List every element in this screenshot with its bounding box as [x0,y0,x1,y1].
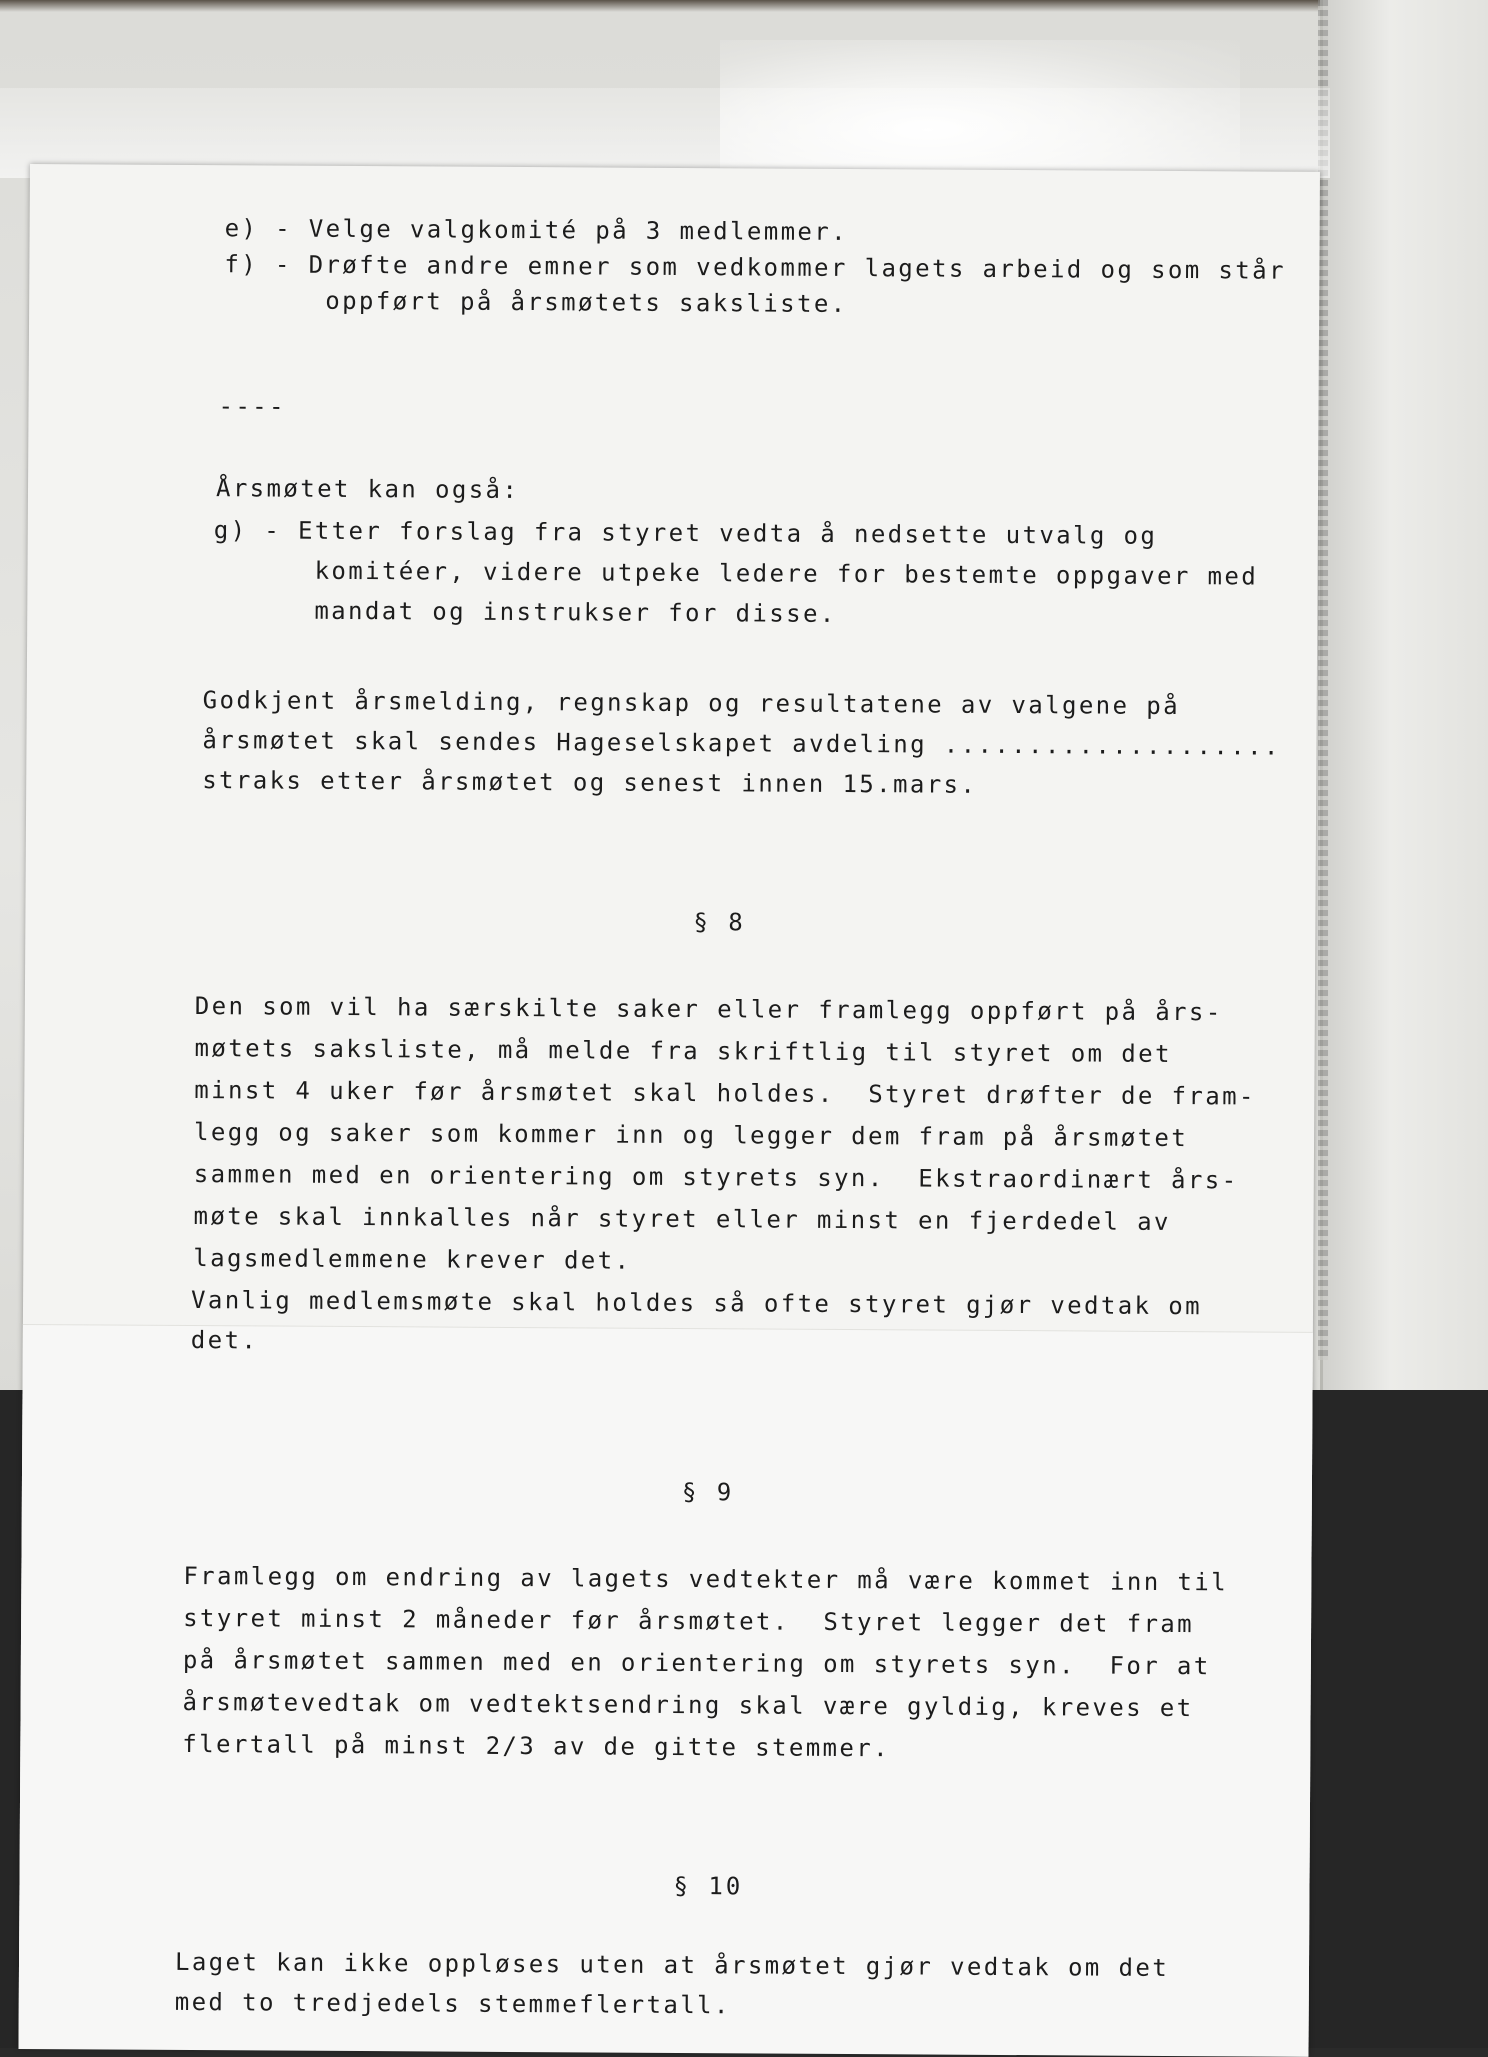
section-9-line: på årsmøtet sammen med en orientering om styrets syn. For at [182,1645,1211,1681]
section-10-line: Laget kan ikke oppløses uten at årsmøtet gjør vedtak om det [174,1947,1170,1982]
section-8-line: legg og saker som kommer inn og legger dem fram på årsmøtet [194,1118,1189,1153]
section-8-line: minst 4 uker før årsmøtet skal holdes. Styret drøfter de fram- [194,1076,1256,1111]
section-9-heading: § 9 [681,1478,735,1507]
binder-edge [1320,0,1488,1390]
section-8-line: lagsmedlemmene krever det. [193,1244,632,1275]
section-9-line: flertall på minst 2/3 av de gitte stemmer. [182,1729,891,1763]
list-item-f: f) - Drøfte andre emner som vedkommer lagets arbeid og som står [224,250,1286,285]
list-item-e: e) - Velge valgkomité på 3 medlemmer. [224,214,849,246]
section-8-line: møtets saksliste, må melde fra skriftlig til styret om det [194,1034,1172,1068]
approval-line: årsmøtet skal sendes Hageselskapet avdeling .................... [202,726,1281,761]
list-item-g-cont1: komitéer, videre utpeke ledere for bestemte oppgaver med [213,556,1259,591]
section-10-heading: § 10 [673,1871,744,1901]
section-8-heading: § 8 [693,908,746,937]
section-10-line: med to tredjedels stemmeflertall. [174,1987,731,2020]
list-item-g: g) - Etter forslag fra styret vedta å nedsette utvalg og [213,516,1158,550]
section-8-line: møte skal innkalles når styret eller minst en fjerdedel av [193,1202,1171,1236]
approval-line: Godkjent årsmelding, regnskap og resultatene av valgene på [202,686,1181,721]
section-9-line: Framlegg om endring av lagets vedtekter må være kommet inn til [183,1561,1229,1597]
approval-line: straks etter årsmøtet og senest innen 15.mars. [202,766,978,799]
section-8-line: sammen med en orientering om styrets syn. Ekstraordinært års- [193,1160,1239,1195]
section-8-line: Den som vil ha særskilte saker eller framlegg oppført på års- [194,992,1223,1027]
divider-text: ---- [218,392,287,421]
list-item-g-cont2: mandat og instrukser for disse. [213,596,837,628]
section-8-line: det. [190,1326,259,1355]
list-item-f-cont: oppført på årsmøtets saksliste. [224,286,848,318]
section-9-line: årsmøtevedtak om vedtektsendring skal være gyldig, kreves et [182,1687,1194,1723]
section-8-line: Vanlig medlemsmøte skal holdes så ofte styret gjør vedtak om [190,1286,1203,1321]
also-heading: Årsmøtet kan også: [215,474,520,504]
section-9-line: styret minst 2 måneder før årsmøtet. Styret legger det fram [183,1603,1195,1639]
document-page [18,164,1319,2056]
